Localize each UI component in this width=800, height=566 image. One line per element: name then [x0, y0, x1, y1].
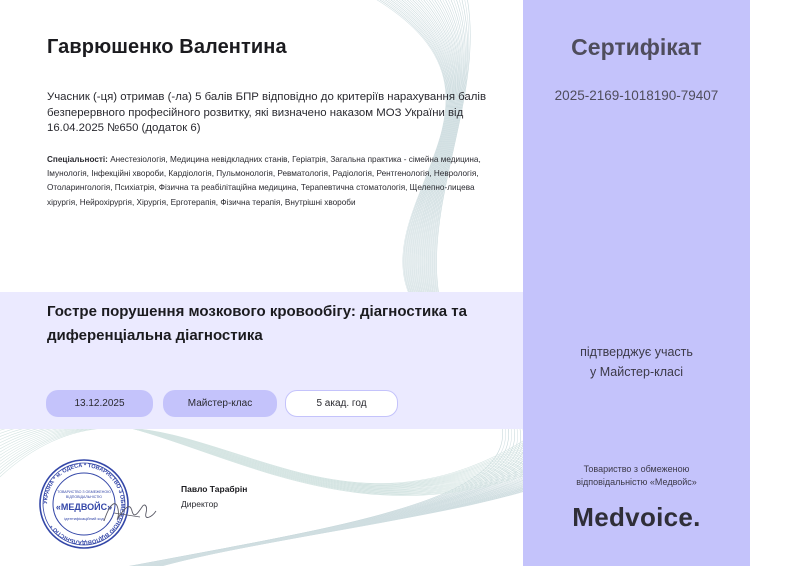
wave-line — [76, 0, 533, 566]
wave-line — [97, 0, 566, 566]
issuer-company — [523, 463, 750, 489]
course-title: Гостре порушення мозкового кровообігу: діагностика та диференціальна діагностика — [47, 303, 467, 344]
award-statement: Учасник (-ця) отримав (-ла) 5 балів БПР відповідно до критеріїв нарахування балів безперервного професійного розвитку, які визначено наказом МОЗ України від 16.04.2025 №650 (додаток 6) — [47, 91, 486, 134]
wave-line — [105, 0, 579, 566]
wave-line — [78, 0, 536, 566]
right-margin — [750, 0, 800, 566]
specialties-label: Спеціальності: — [47, 155, 108, 164]
wave-line — [110, 0, 587, 566]
wave-line — [64, 0, 514, 566]
svg-text:ідентифікаційний код: ідентифікаційний код — [64, 516, 104, 521]
signatory-name: Павло Тарабрін — [181, 484, 248, 494]
course-type-badge: Майстер-клас — [163, 390, 277, 417]
signatory-role: Директор — [181, 499, 219, 509]
specialties-list: Анестезіологія, Медицина невідкладних станів, Геріатрія, Загальна практика - сімейна медицина, Імунологія, Інфекційні хвороби, Кардіологія, Пульмонологія, Ревматологія, Радіологія, Рентгенологія, Неврологія, Отоларингологія, Психіатрія, Фізична та реабілітаційна медицина, Терапевтична стоматологія, Щелепно-лицева хірургія, Нейрохірургія, Хірургія, Ерготерапія, Фізична терапія, Внутрішні хвороби — [47, 155, 481, 207]
svg-text:УКРАЇНА * м. ОДЕСА * ТОВАРИСТВ: УКРАЇНА * м. ОДЕСА * ТОВАРИСТВО З ОБМЕЖЕНОЮ ВІДПОВІДАЛЬНІСТЮ * — [42, 462, 126, 546]
medvoice-logo: Medvoice. — [572, 502, 701, 532]
wave-line — [70, 0, 524, 566]
wave-line — [99, 0, 570, 566]
wave-line — [91, 0, 557, 566]
certificate-title: Сертифікат — [571, 34, 702, 60]
wave-line — [85, 0, 548, 566]
confirmation-line-1: підтверджує участь — [580, 345, 693, 359]
course-hours-badge: 5 акад. год — [285, 390, 398, 417]
wave-line — [95, 0, 563, 566]
recipient-name: Гаврюшенко Валентина — [47, 36, 287, 58]
director-signature — [100, 493, 160, 529]
wave-line — [66, 0, 517, 566]
wave-line — [108, 0, 584, 566]
issuer-company-line-1: Товариство з обмеженою — [583, 464, 690, 474]
svg-text:ВІДПОВІДАЛЬНІСТЮ: ВІДПОВІДАЛЬНІСТЮ — [65, 495, 103, 499]
wave-line — [103, 0, 576, 566]
wave-line — [87, 0, 551, 566]
wave-line — [72, 0, 527, 566]
wave-line — [82, 0, 542, 566]
wave-line — [93, 0, 560, 566]
participation-confirmation — [523, 342, 750, 382]
wave-line — [80, 0, 539, 566]
confirmation-line-2: у Майстер-класі — [590, 365, 683, 379]
wave-line — [84, 0, 546, 566]
wave-line — [89, 0, 554, 566]
wave-line — [74, 0, 530, 566]
wave-line — [65, 0, 521, 566]
wave-line — [112, 0, 591, 566]
svg-text:«МЕДВОЙС»: «МЕДВОЙС» — [55, 502, 113, 512]
issuer-company-line-2: відповідальністю «Медвойс» — [576, 477, 697, 487]
wave-line — [107, 0, 582, 566]
svg-text:ТОВАРИСТВО З ОБМЕЖЕНОЮ: ТОВАРИСТВО З ОБМЕЖЕНОЮ — [57, 490, 111, 494]
certificate-number: 2025-2169-1018190-79407 — [554, 88, 719, 103]
wave-line — [101, 0, 573, 566]
course-date-badge: 13.12.2025 — [46, 390, 153, 417]
specialties-text — [47, 153, 497, 210]
